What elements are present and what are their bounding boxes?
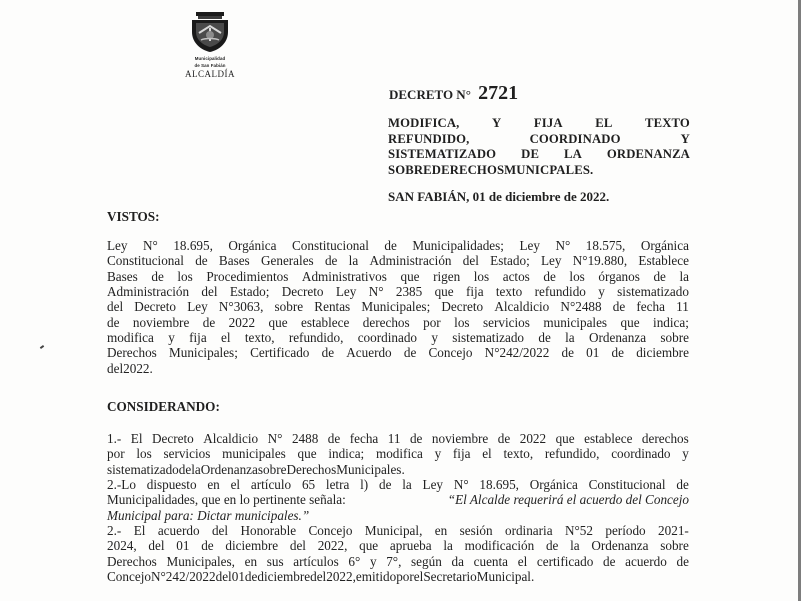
- text-word: N°: [150, 569, 166, 585]
- text-word: N°19.880,: [572, 253, 628, 269]
- text-word: Orgánica: [640, 238, 689, 253]
- text-word: Alcaldicio: [203, 431, 259, 446]
- text-word: da: [451, 553, 464, 569]
- text-word: refundido,: [288, 330, 344, 346]
- decree-label: DECRETO N°: [389, 87, 471, 102]
- text-word: N°242/2022: [484, 345, 550, 361]
- text-word: Ley: [422, 477, 444, 493]
- text-word: 01: [176, 538, 190, 554]
- vistos-paragraph: [107, 238, 689, 376]
- text-word: fija: [465, 284, 484, 300]
- text-word: emitido: [355, 569, 397, 585]
- text-word: los: [569, 268, 585, 284]
- text-word: Concejo: [308, 523, 353, 539]
- text-word: de: [497, 431, 511, 446]
- text-word: en: [244, 553, 258, 569]
- text-word: Establece: [638, 253, 689, 269]
- text-word: Alcaldicio: [494, 299, 550, 315]
- text-word: sesión: [459, 523, 493, 539]
- text-word: por: [423, 314, 441, 330]
- text-word: sobre: [274, 299, 304, 315]
- text-word: la: [570, 538, 580, 554]
- text-word: REFUNDIDO,: [388, 131, 470, 146]
- text-word: 11: [387, 431, 401, 446]
- text-word: de: [244, 569, 258, 585]
- text-word: del: [201, 284, 218, 300]
- text-word: de: [543, 268, 556, 284]
- text-word: de: [676, 477, 689, 493]
- text-word: noviembre: [431, 431, 489, 446]
- text-word: de: [378, 477, 392, 493]
- text-word: de: [545, 538, 559, 554]
- text-word: 2022,: [317, 538, 348, 554]
- text-word: Municipales.: [336, 461, 405, 477]
- vistos-line: [107, 330, 689, 345]
- text-word: en: [434, 523, 448, 539]
- decree-subject-line: [388, 132, 690, 148]
- text-word: la: [191, 461, 201, 477]
- text-word: de: [178, 461, 192, 477]
- text-word: de: [403, 345, 417, 361]
- logo-subtitle-line-1: Municipalidad: [194, 56, 226, 61]
- considerando-item-2-quote-start: “El Alcalde requerirá el acuerdo del Concejo: [447, 492, 689, 508]
- text-word: N°3063,: [218, 299, 264, 315]
- text-word: Y: [492, 116, 502, 130]
- text-word: 2024,: [107, 538, 137, 554]
- text-word: dispuesto: [146, 477, 197, 493]
- text-word: sistematizado: [452, 330, 525, 346]
- text-word: 2022,: [326, 569, 356, 585]
- text-word: Municipales,: [166, 553, 235, 569]
- text-word: El: [130, 431, 143, 446]
- considerando-item-3-line: [107, 538, 689, 553]
- text-word: N°2488: [560, 299, 602, 315]
- text-word: los: [177, 268, 193, 284]
- decree-subject-line: [388, 147, 690, 163]
- text-word: que: [359, 538, 379, 554]
- text-word: 18.695,: [173, 238, 213, 253]
- text-word: acuerdo: [625, 553, 667, 569]
- vistos-line: [107, 284, 689, 299]
- text-word: del: [211, 523, 229, 539]
- text-word: 2488: [291, 431, 319, 446]
- text-word: Ordenanza: [591, 538, 649, 554]
- decree-heading: [389, 82, 518, 105]
- text-word: 7°,: [386, 553, 402, 569]
- text-word: 2021-: [658, 523, 689, 539]
- text-word: fija: [452, 446, 471, 462]
- text-word: LA: [564, 147, 582, 162]
- text-word: del: [310, 569, 327, 585]
- text-word: 1.-: [107, 431, 122, 446]
- text-word: que: [297, 446, 317, 462]
- text-word: texto,: [503, 446, 534, 462]
- decree-number: 2721: [478, 82, 519, 104]
- text-word: diciembre: [257, 569, 311, 585]
- text-word: Administración: [369, 253, 452, 269]
- text-word: 01: [586, 345, 600, 361]
- text-word: de: [107, 314, 120, 330]
- text-word: Bases: [218, 253, 250, 269]
- text-word: 2022.: [123, 360, 153, 376]
- text-word: actos: [502, 268, 530, 284]
- text-word: la: [565, 330, 575, 346]
- vistos-line: [107, 345, 689, 360]
- considerando-item-3-line: [107, 554, 689, 569]
- text-word: Derechos: [107, 345, 157, 361]
- text-word: Bases: [107, 268, 138, 284]
- text-word: Concejo: [428, 345, 473, 361]
- text-word: Ley: [335, 284, 357, 300]
- text-word: sus: [266, 553, 284, 569]
- text-word: indica;: [653, 314, 689, 330]
- considerando-item-1-line: [107, 462, 689, 477]
- text-word: indica;: [328, 446, 365, 462]
- text-word: Derechos: [107, 553, 157, 569]
- text-word: certificado: [536, 553, 594, 569]
- text-word: 2022: [228, 314, 256, 330]
- considerando-paragraphs: [107, 431, 689, 584]
- text-word: Administrativos: [301, 268, 387, 284]
- text-word: sobre: [257, 461, 287, 477]
- text-word: del: [289, 538, 306, 554]
- text-word: de: [324, 253, 338, 269]
- text-word: TEXTO: [645, 116, 690, 130]
- text-word: COORDINADO: [529, 131, 621, 146]
- text-word: fecha: [349, 431, 379, 446]
- text-word: que: [268, 314, 288, 330]
- text-word: el: [517, 553, 528, 569]
- text-word: Decreto: [281, 284, 324, 300]
- logo-subtitle-line-2: de San Fabián: [194, 63, 226, 68]
- text-word: DERECHOS: [431, 162, 505, 177]
- text-word: 11: [676, 299, 689, 315]
- text-word: Orgánica: [228, 238, 277, 253]
- text-word: Ley: [541, 253, 562, 269]
- text-word: que: [620, 314, 640, 330]
- text-word: Municipales;: [361, 299, 431, 315]
- text-word: fecha: [636, 299, 665, 315]
- text-word: del: [107, 299, 124, 315]
- text-word: l): [360, 477, 369, 493]
- text-word: Decreto: [441, 299, 484, 315]
- text-word: de: [612, 299, 626, 315]
- text-word: fija: [189, 330, 207, 346]
- text-word: derechos: [641, 431, 689, 446]
- text-word: El: [133, 523, 146, 539]
- text-word: en: [207, 477, 220, 493]
- text-word: coordinado: [611, 446, 671, 462]
- text-word: cuenta: [473, 553, 509, 569]
- text-word: Procedimientos: [206, 268, 289, 284]
- vistos-line: [107, 361, 689, 376]
- text-word: artículo: [250, 477, 292, 493]
- text-word: Ley: [519, 238, 540, 253]
- text-word: 2.-: [107, 523, 122, 539]
- text-word: los: [454, 314, 470, 330]
- text-word: de: [201, 538, 214, 554]
- text-word: por: [396, 569, 414, 585]
- municipality-logo-block: [176, 10, 244, 79]
- text-word: Decreto: [134, 299, 177, 315]
- text-word: Orgánica: [529, 477, 578, 493]
- considerando-item-2-quote-end: Municipal para: Dictar municipales.”: [107, 507, 310, 523]
- text-word: del: [215, 569, 232, 585]
- considerando-item-3-line: [107, 569, 689, 584]
- text-word: diciembre: [225, 538, 279, 554]
- text-word: ordinaria: [504, 523, 553, 539]
- text-word: Constitucional: [291, 238, 369, 253]
- municipality-title: ALCALDÍA: [185, 69, 235, 79]
- text-word: Honorable: [240, 523, 297, 539]
- text-word: refundido,: [544, 446, 600, 462]
- text-word: sobre: [660, 538, 689, 554]
- considerando-item-1-line: [107, 446, 689, 461]
- text-word: Rentas: [314, 299, 351, 315]
- vistos-line: [107, 299, 689, 314]
- considerando-item-1-line: [107, 431, 689, 446]
- text-word: municipales: [222, 446, 286, 462]
- text-word: los: [473, 268, 490, 284]
- text-word: Estado;: [229, 284, 270, 300]
- text-word: Secretario: [423, 569, 477, 585]
- text-word: de: [653, 268, 666, 284]
- text-word: 6°: [348, 553, 361, 569]
- text-word: y: [168, 330, 175, 346]
- text-word: N°: [267, 431, 283, 446]
- text-word: de: [611, 345, 624, 361]
- decree-subject-line: [388, 116, 690, 132]
- text-word: N°52: [564, 523, 593, 539]
- text-word: la: [402, 477, 412, 493]
- text-word: la: [348, 253, 359, 269]
- text-word: de: [602, 553, 616, 569]
- text-word: según: [411, 553, 442, 569]
- text-word: municipales: [543, 314, 608, 330]
- text-word: Ley: [107, 238, 128, 253]
- text-word: y: [369, 553, 377, 569]
- text-word: servicios: [163, 446, 211, 462]
- place-and-date: SAN FABIÁN, 01 de diciembre de 2022.: [388, 189, 610, 204]
- text-word: texto,: [244, 330, 275, 346]
- text-word: de: [327, 431, 341, 446]
- text-word: y: [682, 446, 689, 462]
- text-word: 18.575,: [585, 238, 626, 253]
- text-word: Municipalidades;: [412, 238, 504, 253]
- text-word: período: [605, 523, 646, 539]
- text-word: Y: [680, 131, 690, 146]
- municipality-crest-icon: [188, 10, 232, 54]
- considerando-item-2-line-mixed: [107, 492, 689, 507]
- text-word: por: [107, 446, 125, 462]
- text-word: de: [151, 268, 164, 284]
- text-word: N°: [143, 238, 158, 253]
- text-word: rigen: [433, 268, 461, 284]
- text-word: derechos: [362, 314, 410, 330]
- vistos-line: [107, 315, 689, 330]
- text-word: DE: [521, 147, 540, 162]
- decree-subject: [388, 116, 690, 178]
- text-word: sistematizado: [107, 461, 179, 477]
- text-word: EL: [595, 116, 613, 130]
- text-word: Municipal.: [476, 569, 535, 585]
- considerando-item-2-line: [107, 477, 689, 492]
- text-word: MODIFICA,: [388, 116, 460, 130]
- text-word: de: [321, 345, 335, 361]
- text-word: Ordenanza: [200, 461, 258, 477]
- text-word: Estado;: [490, 253, 530, 269]
- text-word: que: [555, 431, 575, 446]
- text-word: Ley: [187, 299, 208, 315]
- text-word: N°: [555, 238, 571, 253]
- text-word: la: [443, 538, 453, 554]
- text-word: el: [413, 569, 424, 585]
- text-word: de: [202, 314, 216, 330]
- text-word: aprueba: [389, 538, 432, 554]
- text-word: la: [679, 268, 689, 284]
- text-word: Acuerdo: [346, 345, 392, 361]
- text-word: que: [400, 268, 420, 284]
- text-word: y: [598, 284, 605, 300]
- text-word: servicios: [483, 314, 530, 330]
- text-word: 2385: [395, 284, 423, 300]
- text-word: los: [136, 446, 152, 462]
- considerando-heading: CONSIDERANDO:: [107, 399, 220, 414]
- text-word: modifica: [107, 330, 154, 346]
- text-word: Derechos: [286, 461, 337, 477]
- text-word: 2.-Lo: [107, 477, 136, 493]
- text-word: y: [434, 446, 442, 462]
- vistos-line: [107, 269, 689, 284]
- text-word: coordinado: [357, 330, 418, 346]
- text-word: sistematizado: [617, 284, 689, 300]
- text-word: establece: [301, 314, 350, 330]
- vistos-heading: VISTOS:: [107, 209, 160, 224]
- considerando-item-2-plain-text: Municipalidades, que en lo pertinente señala:: [107, 492, 346, 508]
- text-word: artículos: [293, 553, 339, 569]
- text-word: el: [230, 477, 241, 493]
- text-word: 242/2022: [165, 569, 216, 585]
- text-word: 2022: [519, 431, 547, 446]
- text-word: MUNICPALES.: [504, 162, 594, 177]
- text-word: Generales: [260, 253, 314, 269]
- text-word: 18.695,: [479, 477, 519, 493]
- text-word: texto: [495, 284, 523, 300]
- text-word: 01: [231, 569, 245, 585]
- text-word: SISTEMATIZADO: [388, 147, 497, 162]
- text-word: 65: [301, 477, 316, 493]
- text-word: N°: [368, 284, 384, 300]
- text-word: de: [409, 431, 423, 446]
- text-word: letra: [325, 477, 350, 493]
- text-word: del: [462, 253, 479, 269]
- text-word: refundido: [534, 284, 586, 300]
- text-word: modifica: [375, 446, 423, 462]
- text-word: FIJA: [533, 116, 563, 130]
- text-word: el: [482, 446, 492, 462]
- text-word: que: [434, 284, 454, 300]
- text-word: Municipales;: [169, 345, 238, 361]
- vistos-line: [107, 238, 689, 253]
- text-word: Municipal,: [364, 523, 423, 539]
- decree-subject-line: [388, 163, 690, 179]
- text-word: ORDENANZA: [606, 147, 690, 162]
- vistos-line: [107, 253, 689, 268]
- text-word: órganos: [598, 268, 640, 284]
- text-word: el: [220, 330, 231, 346]
- text-word: de: [676, 553, 689, 569]
- text-word: noviembre: [132, 314, 190, 330]
- text-word: de: [384, 238, 397, 253]
- text-word: acuerdo: [157, 523, 200, 539]
- text-word: diciembre: [636, 345, 689, 361]
- text-word: de: [195, 253, 208, 269]
- text-word: Concejo: [107, 569, 151, 585]
- text-word: Administración: [107, 284, 190, 300]
- text-word: Ordenanza: [588, 330, 647, 346]
- text-word: establece: [584, 431, 633, 446]
- text-word: N°: [453, 477, 469, 493]
- text-word: modificación: [464, 538, 535, 554]
- scan-mark: [40, 345, 44, 349]
- text-word: y: [431, 330, 438, 346]
- text-word: del: [148, 538, 165, 554]
- text-word: sobre: [660, 330, 689, 346]
- text-word: del: [107, 360, 124, 376]
- text-word: Certificado: [250, 345, 310, 361]
- considerando-item-3-line: [107, 523, 689, 538]
- text-word: de: [538, 330, 551, 346]
- text-word: Constitucional: [107, 253, 184, 269]
- text-word: Decreto: [152, 431, 194, 446]
- text-word: de: [561, 345, 574, 361]
- text-word: SOBRE: [388, 162, 432, 177]
- text-word: Constitucional: [588, 477, 666, 493]
